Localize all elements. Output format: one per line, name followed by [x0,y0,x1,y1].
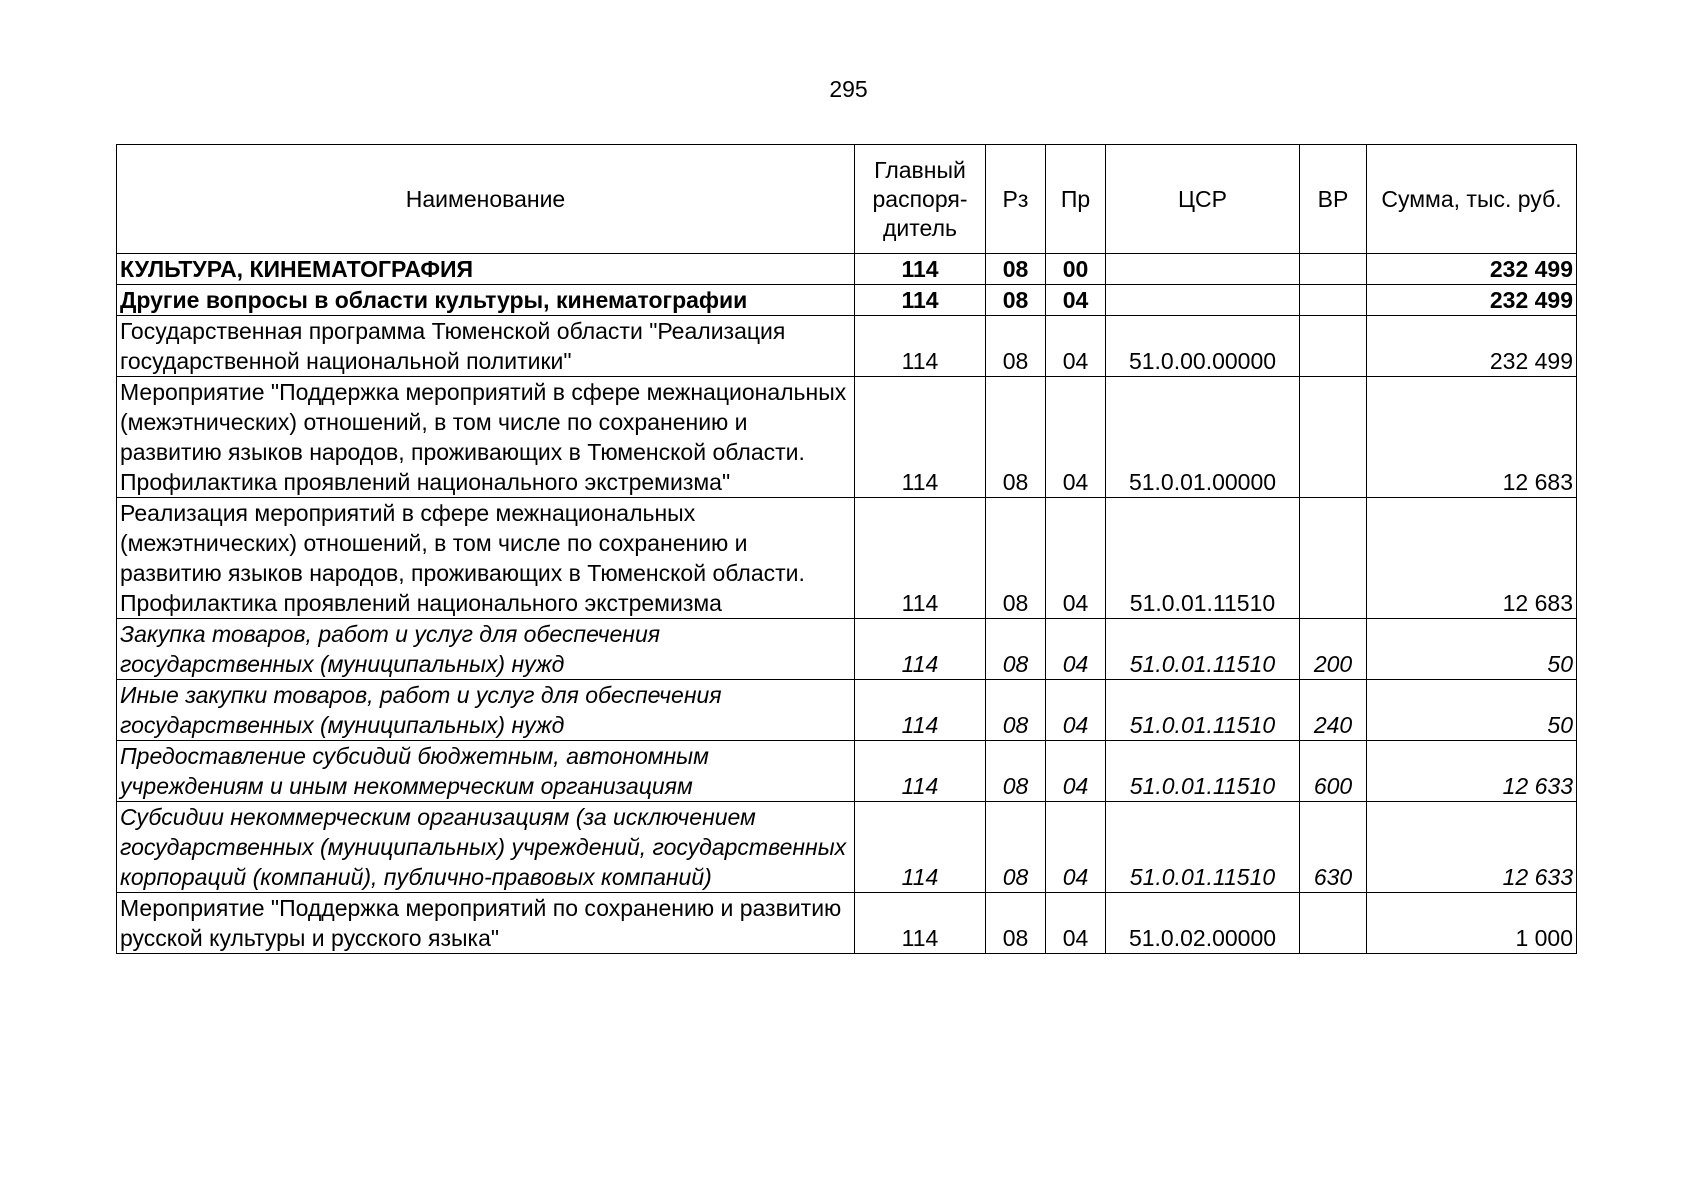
cell-sum: 12 633 [1367,741,1577,802]
cell-target-article: 51.0.00.00000 [1106,316,1300,377]
cell-subsection: 04 [1046,680,1106,741]
cell-name: Иные закупки товаров, работ и услуг для обеспечения государственных (муниципальных) нужд [117,680,855,741]
cell-sum: 1 000 [1367,893,1577,954]
header-sum: Сумма, тыс. руб. [1367,145,1577,254]
cell-name: Закупка товаров, работ и услуг для обеспечения государственных (муниципальных) нужд [117,619,855,680]
cell-sum: 232 499 [1367,254,1577,285]
cell-section: 08 [986,680,1046,741]
page-number: 295 [829,76,868,102]
cell-sum: 12 683 [1367,498,1577,619]
header-name: Наименование [117,145,855,254]
cell-chief-administrator: 114 [855,254,986,285]
table-row [117,680,1577,741]
table-row [117,285,1577,316]
cell-subsection: 00 [1046,254,1106,285]
table-row [117,802,1577,893]
cell-chief-administrator: 114 [855,680,986,741]
table-row [117,619,1577,680]
cell-sum: 12 633 [1367,802,1577,893]
cell-expense-type: 200 [1300,619,1367,680]
cell-subsection: 04 [1046,316,1106,377]
cell-section: 08 [986,741,1046,802]
cell-subsection: 04 [1046,893,1106,954]
cell-expense-type: 630 [1300,802,1367,893]
cell-chief-administrator: 114 [855,619,986,680]
cell-section: 08 [986,285,1046,316]
table-row [117,254,1577,285]
cell-name: Другие вопросы в области культуры, кинематографии [117,285,855,316]
cell-target-article: 51.0.01.11510 [1106,680,1300,741]
table-header-row [117,145,1577,254]
cell-target-article [1106,285,1300,316]
cell-section: 08 [986,254,1046,285]
table-row [117,316,1577,377]
cell-section: 08 [986,316,1046,377]
table-row [117,741,1577,802]
cell-name: Субсидии некоммерческим организациям (за исключением государственных (муниципальных) учреждений, государственных корпораций (компаний), публично-правовых компаний) [117,802,855,893]
cell-subsection: 04 [1046,285,1106,316]
cell-target-article: 51.0.01.11510 [1106,802,1300,893]
cell-subsection: 04 [1046,498,1106,619]
cell-chief-administrator: 114 [855,377,986,498]
cell-name: Государственная программа Тюменской области "Реализация государственной национальной политики" [117,316,855,377]
cell-sum: 232 499 [1367,316,1577,377]
cell-section: 08 [986,498,1046,619]
cell-name: КУЛЬТУРА, КИНЕМАТОГРАФИЯ [117,254,855,285]
cell-target-article [1106,254,1300,285]
header-target-article: ЦСР [1106,145,1300,254]
cell-section: 08 [986,619,1046,680]
table-row [117,893,1577,954]
cell-expense-type [1300,316,1367,377]
cell-chief-administrator: 114 [855,893,986,954]
cell-target-article: 51.0.01.11510 [1106,498,1300,619]
cell-name: Мероприятие "Поддержка мероприятий по сохранению и развитию русской культуры и русского языка" [117,893,855,954]
header-section: Рз [986,145,1046,254]
cell-section: 08 [986,802,1046,893]
cell-chief-administrator: 114 [855,802,986,893]
cell-sum: 12 683 [1367,377,1577,498]
cell-expense-type: 240 [1300,680,1367,741]
cell-target-article: 51.0.02.00000 [1106,893,1300,954]
cell-sum: 50 [1367,619,1577,680]
cell-expense-type [1300,498,1367,619]
cell-subsection: 04 [1046,619,1106,680]
cell-expense-type [1300,285,1367,316]
budget-table [116,144,1577,954]
cell-sum: 232 499 [1367,285,1577,316]
cell-expense-type: 600 [1300,741,1367,802]
cell-target-article: 51.0.01.11510 [1106,619,1300,680]
cell-target-article: 51.0.01.00000 [1106,377,1300,498]
cell-subsection: 04 [1046,377,1106,498]
cell-section: 08 [986,377,1046,498]
cell-expense-type [1300,377,1367,498]
table-body [117,254,1577,954]
cell-chief-administrator: 114 [855,285,986,316]
cell-subsection: 04 [1046,802,1106,893]
header-subsection: Пр [1046,145,1106,254]
cell-subsection: 04 [1046,741,1106,802]
header-chief-administrator: Главный распоря-дитель [855,145,986,254]
cell-expense-type [1300,893,1367,954]
cell-expense-type [1300,254,1367,285]
cell-name: Реализация мероприятий в сфере межнациональных (межэтнических) отношений, в том числе по сохранению и развитию языков народов, проживающих в Тюменской области. Профилактика проявлений национального экстремизма [117,498,855,619]
cell-chief-administrator: 114 [855,741,986,802]
cell-section: 08 [986,893,1046,954]
table-row [117,377,1577,498]
cell-name: Предоставление субсидий бюджетным, автономным учреждениям и иным некоммерческим организациям [117,741,855,802]
cell-sum: 50 [1367,680,1577,741]
cell-name: Мероприятие "Поддержка мероприятий в сфере межнациональных (межэтнических) отношений, в том числе по сохранению и развитию языков народов, проживающих в Тюменской области. Профилактика проявлений национального экстремизма" [117,377,855,498]
cell-chief-administrator: 114 [855,498,986,619]
cell-target-article: 51.0.01.11510 [1106,741,1300,802]
table-row [117,498,1577,619]
header-expense-type: ВР [1300,145,1367,254]
cell-chief-administrator: 114 [855,316,986,377]
